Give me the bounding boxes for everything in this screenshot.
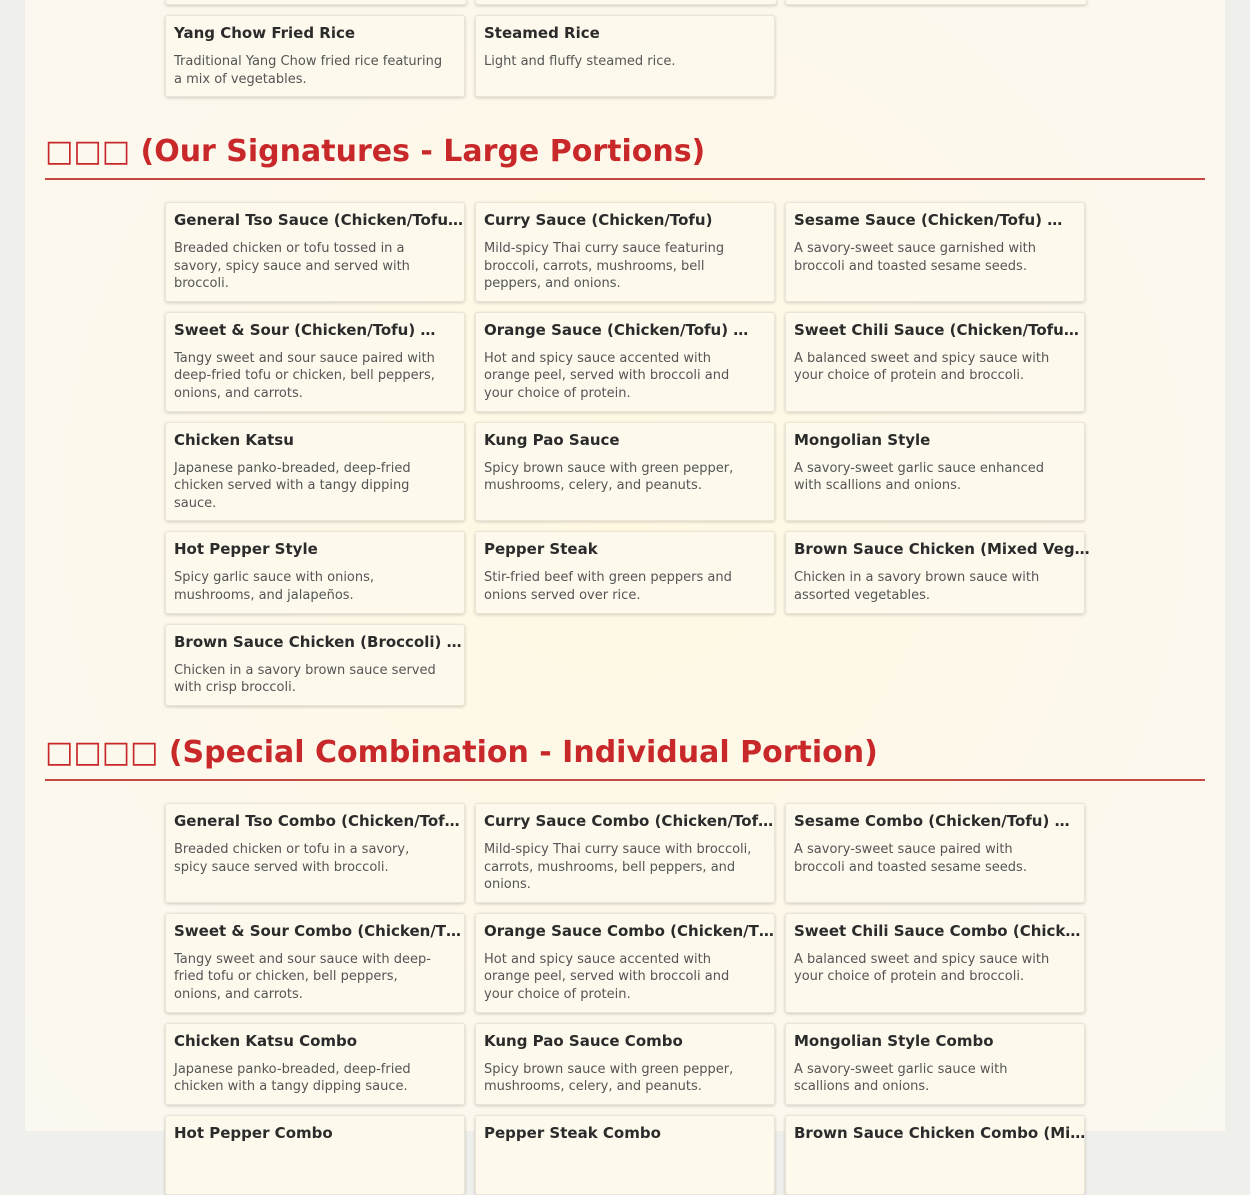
menu-item-description: A savory-sweet sauce garnished with broccoli and toasted sesame seeds. — [794, 241, 1036, 274]
menu-card[interactable] — [475, 1023, 775, 1105]
menu-item-description: Mild-spicy Thai curry sauce with broccoli, carrots, mushrooms, bell peppers, and onions. — [484, 842, 752, 893]
menu-item-name: Mongolian Style — [794, 430, 931, 449]
menu-item-name: General Tso Combo (Chicken/Tof… — [174, 812, 460, 830]
menu-card[interactable] — [475, 1115, 775, 1195]
section-title-combinations: □□□□ (Special Combination - Individual Portion) — [45, 735, 1205, 781]
menu-item-description: Chicken in a savory brown sauce with assorted vegetables. — [794, 570, 1040, 603]
menu-item-name: Brown Sauce Chicken Combo (Mi… — [794, 1123, 1086, 1142]
menu-card-stub — [475, 0, 777, 5]
menu-card[interactable] — [475, 312, 775, 412]
menu-item-description: A savory-sweet garlic sauce with scallions and onions. — [794, 1061, 1008, 1095]
menu-item-name: General Tso Sauce (Chicken/Tofu… — [174, 211, 464, 229]
menu-item-description: Japanese panko-breaded, deep-fried chicken with a tangy dipping sauce. — [174, 1061, 411, 1095]
menu-card[interactable] — [475, 422, 775, 522]
menu-item-description: Traditional Yang Chow fried rice featuring a mix of vegetables. — [174, 54, 443, 87]
menu-item-description: Spicy brown sauce with green pepper, mushrooms, celery, and peanuts. — [484, 460, 734, 494]
menu-card[interactable] — [475, 202, 775, 302]
menu-card[interactable] — [165, 15, 465, 97]
menu-item-name: Sweet Chili Sauce (Chicken/Tofu… — [794, 320, 1079, 339]
menu-item-description: Spicy brown sauce with green pepper, mushrooms, celery, and peanuts. — [484, 1061, 734, 1095]
menu-item-description: Breaded chicken or tofu in a savory, spicy sauce served with broccoli. — [174, 842, 410, 875]
menu-item-description: Hot and spicy sauce accented with orange peel, served with broccoli and your choice of protein. — [484, 951, 730, 1002]
menu-item-name: Hot Pepper Style — [174, 540, 318, 559]
menu-item-description: Japanese panko-breaded, deep-fried chicken served with a tangy dipping sauce. — [174, 460, 411, 511]
combinations-grid — [165, 803, 1085, 1195]
menu-card[interactable] — [785, 803, 1085, 903]
menu-item-description: A savory-sweet sauce paired with broccoli and toasted sesame seeds. — [794, 842, 1027, 875]
menu-card[interactable] — [785, 913, 1085, 1013]
menu-card[interactable] — [165, 202, 465, 302]
menu-item-description: Chicken in a savory brown sauce served with crisp broccoli. — [174, 662, 436, 696]
menu-item-description: Stir-fried beef with green peppers and onions served over rice. — [484, 570, 732, 603]
menu-card-stub — [785, 0, 1087, 5]
menu-item-name: Yang Chow Fried Rice — [174, 24, 356, 42]
menu-item-description: Breaded chicken or tofu tossed in a savory, spicy sauce and served with broccoli. — [174, 241, 410, 292]
menu-card[interactable] — [165, 624, 465, 706]
menu-card-stub — [165, 0, 467, 5]
menu-item-name: Chicken Katsu Combo — [174, 1031, 358, 1050]
menu-card[interactable] — [165, 913, 465, 1013]
menu-card[interactable] — [785, 312, 1085, 412]
menu-card[interactable] — [785, 422, 1085, 522]
menu-item-name: Kung Pao Sauce — [484, 430, 620, 449]
menu-card[interactable] — [165, 531, 465, 613]
menu-card[interactable] — [165, 422, 465, 522]
menu-card[interactable] — [165, 803, 465, 903]
menu-item-description: A balanced sweet and spicy sauce with your choice of protein and broccoli. — [794, 951, 1050, 985]
menu-item-description: Tangy sweet and sour sauce with deep-fried tofu or chicken, bell peppers, onions, and carrots. — [174, 951, 431, 1002]
menu-card[interactable] — [785, 202, 1085, 302]
menu-item-description: A balanced sweet and spicy sauce with your choice of protein and broccoli. — [794, 350, 1050, 384]
menu-item-name: Kung Pao Sauce Combo — [484, 1031, 683, 1050]
menu-item-name: Chicken Katsu — [174, 430, 294, 449]
menu-page — [25, 0, 1225, 1142]
menu-item-name: Pepper Steak Combo — [484, 1123, 661, 1142]
menu-card[interactable] — [165, 312, 465, 412]
menu-item-name: Sesame Combo (Chicken/Tofu) … — [794, 812, 1070, 830]
menu-item-name: Sweet Chili Sauce Combo (Chick… — [794, 921, 1081, 940]
rice-grid — [165, 15, 1085, 97]
menu-card[interactable] — [475, 15, 775, 97]
menu-card[interactable] — [475, 913, 775, 1013]
menu-card[interactable] — [785, 1115, 1085, 1195]
menu-item-name: Steamed Rice — [484, 24, 600, 42]
menu-item-name: Mongolian Style Combo — [794, 1031, 994, 1050]
menu-item-description: Tangy sweet and sour sauce paired with deep-fried tofu or chicken, bell peppers, onions, and carrots. — [174, 350, 435, 401]
menu-item-name: Curry Sauce (Chicken/Tofu) — [484, 211, 713, 229]
menu-item-name: Sweet & Sour (Chicken/Tofu) … — [174, 320, 436, 339]
menu-card[interactable] — [475, 531, 775, 613]
menu-item-name: Pepper Steak — [484, 540, 598, 559]
menu-card[interactable] — [475, 803, 775, 903]
menu-item-name: Sesame Sauce (Chicken/Tofu) … — [794, 211, 1063, 229]
menu-item-description: A savory-sweet garlic sauce enhanced with scallions and onions. — [794, 460, 1044, 494]
menu-item-name: Brown Sauce Chicken (Mixed Veg… — [794, 540, 1090, 559]
menu-item-name: Hot Pepper Combo — [174, 1123, 333, 1142]
menu-card[interactable] — [165, 1023, 465, 1105]
menu-item-description: Light and fluffy steamed rice. — [484, 54, 676, 69]
menu-card[interactable] — [785, 1023, 1085, 1105]
menu-item-name: Orange Sauce (Chicken/Tofu) … — [484, 320, 749, 339]
section-title-signatures: □□□ (Our Signatures - Large Portions) — [45, 134, 1205, 180]
signatures-grid — [165, 202, 1090, 706]
menu-item-description: Mild-spicy Thai curry sauce featuring broccoli, carrots, mushrooms, bell peppers, and onions. — [484, 241, 725, 292]
menu-item-description: Hot and spicy sauce accented with orange peel, served with broccoli and your choice of protein. — [484, 350, 730, 401]
menu-item-name: Curry Sauce Combo (Chicken/Tof… — [484, 812, 774, 830]
menu-item-name: Orange Sauce Combo (Chicken/T… — [484, 921, 774, 940]
menu-card[interactable] — [785, 531, 1090, 613]
menu-item-name: Brown Sauce Chicken (Broccoli) … — [174, 632, 462, 651]
menu-item-description: Spicy garlic sauce with onions, mushrooms, and jalapeños. — [174, 570, 375, 603]
menu-card[interactable] — [165, 1115, 465, 1195]
menu-item-name: Sweet & Sour Combo (Chicken/T… — [174, 921, 462, 940]
